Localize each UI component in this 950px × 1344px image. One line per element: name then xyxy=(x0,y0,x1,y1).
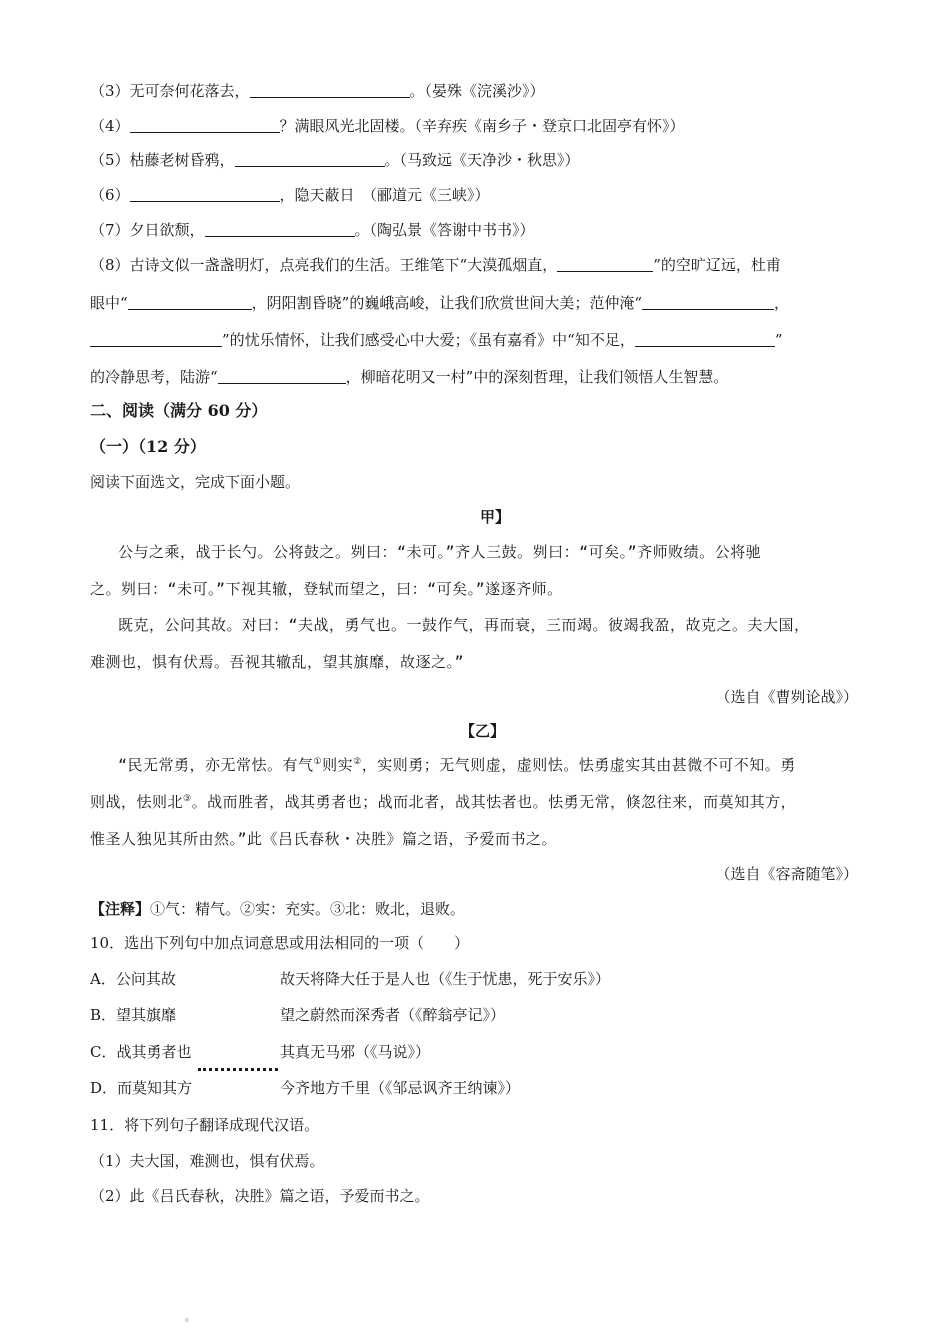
q5-source: 。（马致远《天净沙・秋思》） xyxy=(384,151,580,169)
q8-text-3b: ” xyxy=(774,331,783,349)
scan-mark xyxy=(185,1318,189,1322)
yi-text-1a: “民无常勇，亦无常怯。有气 xyxy=(118,756,314,774)
q8-blank-3[interactable] xyxy=(642,293,774,310)
q8-text-4b: ，柳暗花明又一村”中的深刻哲理，让我们领悟人生智慧。 xyxy=(345,368,729,386)
q3-prompt: （3）无可奈何花落去， xyxy=(90,82,250,100)
question-6 xyxy=(90,184,490,206)
notes-label: 【注释】 xyxy=(90,900,151,918)
section-heading: 二、阅读（满分 60 分） xyxy=(90,401,268,420)
q8-blank-4[interactable] xyxy=(90,330,222,347)
q10-option-c-compare: 其真无马邪（《马说》） xyxy=(280,1043,431,1061)
passage-jia-p2-line1: 既克，公问其故。对曰：“夫战，勇气也。一鼓作气，再而衰，三而竭。彼竭我盈，故克之。夫大国， xyxy=(118,616,810,634)
q4-number: （4） xyxy=(90,117,130,135)
question-8-line4 xyxy=(90,366,728,388)
question-8-line1 xyxy=(90,254,781,276)
passage-jia-p1-line2: 之。刿曰：“未可。”下视其辙，登轼而望之，曰：“可矣。”遂逐齐师。 xyxy=(90,580,563,598)
passage-yi-label: 【乙】 xyxy=(460,722,506,740)
yi-text-1c: ，实则勇；无气则虚，虚则怯。怯勇虚实其由甚微不可不知。勇 xyxy=(361,756,796,774)
q8-text-4a: 的冷静思考，陆游“ xyxy=(90,368,218,386)
annotation-notes xyxy=(90,898,465,920)
q10-option-b[interactable]: B．望其旗靡 xyxy=(90,1006,177,1024)
note-ref-2: ② xyxy=(353,757,362,767)
note-ref-1: ① xyxy=(313,757,323,767)
passage-yi-line3: 惟圣人独见其所由然。”此《吕氏春秋・决胜》篇之语，予爱而书之。 xyxy=(90,830,558,848)
question-11-stem: 11．将下列句子翻译成现代汉语。 xyxy=(90,1116,320,1134)
q4-blank[interactable] xyxy=(130,116,280,133)
question-8-line2 xyxy=(90,292,789,314)
q6-number: （6） xyxy=(90,186,130,204)
q8-text-2a: 眼中“ xyxy=(90,294,128,312)
q3-source: 。（晏殊《浣溪沙》） xyxy=(409,82,545,100)
passage-jia-label: 甲】 xyxy=(480,508,511,526)
question-3 xyxy=(90,80,545,102)
q4-prompt: ？满眼风光北固楼。（辛弃疾《南乡子・登京口北固亭有怀》） xyxy=(279,117,685,135)
sub-section-heading: （一）（12 分） xyxy=(90,437,206,456)
q10-option-b-compare: 望之蔚然而深秀者（《醉翁亭记》） xyxy=(280,1006,506,1024)
yi-text-2a: 则战，怯则北 xyxy=(90,793,184,811)
passage-yi-line2 xyxy=(90,791,796,813)
reading-instruction: 阅读下面选文，完成下面小题。 xyxy=(90,473,301,491)
passage-jia-source: （选自《曹刿论战》） xyxy=(715,688,858,706)
question-8-line3 xyxy=(90,329,783,351)
q8-blank-5[interactable] xyxy=(635,330,775,347)
question-5 xyxy=(90,149,580,171)
q6-blank[interactable] xyxy=(130,185,280,202)
yi-text-2b: 。战而胜者，战其勇者也；战而北者，战其怯者也。怯勇无常，倏忽往来，而莫知其方， xyxy=(191,793,797,811)
q10-option-a[interactable]: A．公问其故 xyxy=(90,970,176,988)
q11-item-2: （2）此《吕氏春秋，决胜》篇之语，予爱而书之。 xyxy=(90,1187,430,1205)
passage-yi-line1 xyxy=(118,754,796,776)
q8-blank-1[interactable] xyxy=(557,255,653,272)
q10-option-d[interactable]: D．而莫知其方 xyxy=(90,1079,193,1097)
question-7 xyxy=(90,219,535,241)
q11-item-1: （1）夫大国，难测也，惧有伏焉。 xyxy=(90,1152,325,1170)
q8-text-3a: ”的忧乐情怀，让我们感受心中大爱；《虽有嘉肴》中“知不足， xyxy=(222,331,635,349)
question-10-stem: 10．选出下列句中加点词意思或用法相同的一项（ ） xyxy=(90,934,470,952)
q8-text-2b: ，阴阳割昏晓”的巍峨高峻，让我们欣赏世间大美；范仲淹“ xyxy=(251,294,643,312)
notes-text: ①气：精气。②实：充实。③北：败北，退败。 xyxy=(150,900,466,918)
q6-prompt: ，隐天蔽日 （郦道元《三峡》） xyxy=(279,186,490,204)
q7-source: 。（陶弘景《答谢中书书》） xyxy=(354,221,535,239)
q8-text-1b: ”的空旷辽远，杜甫 xyxy=(653,256,781,274)
emphasis-dots xyxy=(198,1068,278,1077)
question-4 xyxy=(90,115,685,137)
q10-option-c[interactable]: C．战其勇者也 xyxy=(90,1043,192,1061)
q8-blank-2[interactable] xyxy=(128,293,252,310)
passage-jia-p1-line1: 公与之乘，战于长勺。公将鼓之。刿曰：“未可。”齐人三鼓。刿曰：“可矣。”齐师败绩。公将驰 xyxy=(118,543,762,561)
q8-text-2c: ， xyxy=(774,294,790,312)
passage-yi-source: （选自《容斋随笔》） xyxy=(715,865,858,883)
q10-option-a-compare: 故天将降大任于是人也（《生于忧患，死于安乐》） xyxy=(280,970,611,988)
yi-text-1b: 则实 xyxy=(322,756,354,774)
q8-text-1a: （8）古诗文似一盏盏明灯，点亮我们的生活。王维笔下“大漠孤烟直， xyxy=(90,256,558,274)
passage-jia-p2-line2: 难测也，惧有伏焉。吾视其辙乱，望其旗靡，故逐之。” xyxy=(90,653,465,671)
q5-prompt: （5）枯藤老树昏鸦， xyxy=(90,151,235,169)
q7-prompt: （7）夕日欲颓， xyxy=(90,221,205,239)
q5-blank[interactable] xyxy=(235,150,385,167)
note-ref-3: ③ xyxy=(183,794,192,804)
q10-option-d-compare: 今齐地方千里（《邹忌讽齐王纳谏》） xyxy=(280,1079,521,1097)
q8-blank-6[interactable] xyxy=(218,367,346,384)
q3-blank[interactable] xyxy=(250,81,410,98)
q7-blank[interactable] xyxy=(205,220,355,237)
